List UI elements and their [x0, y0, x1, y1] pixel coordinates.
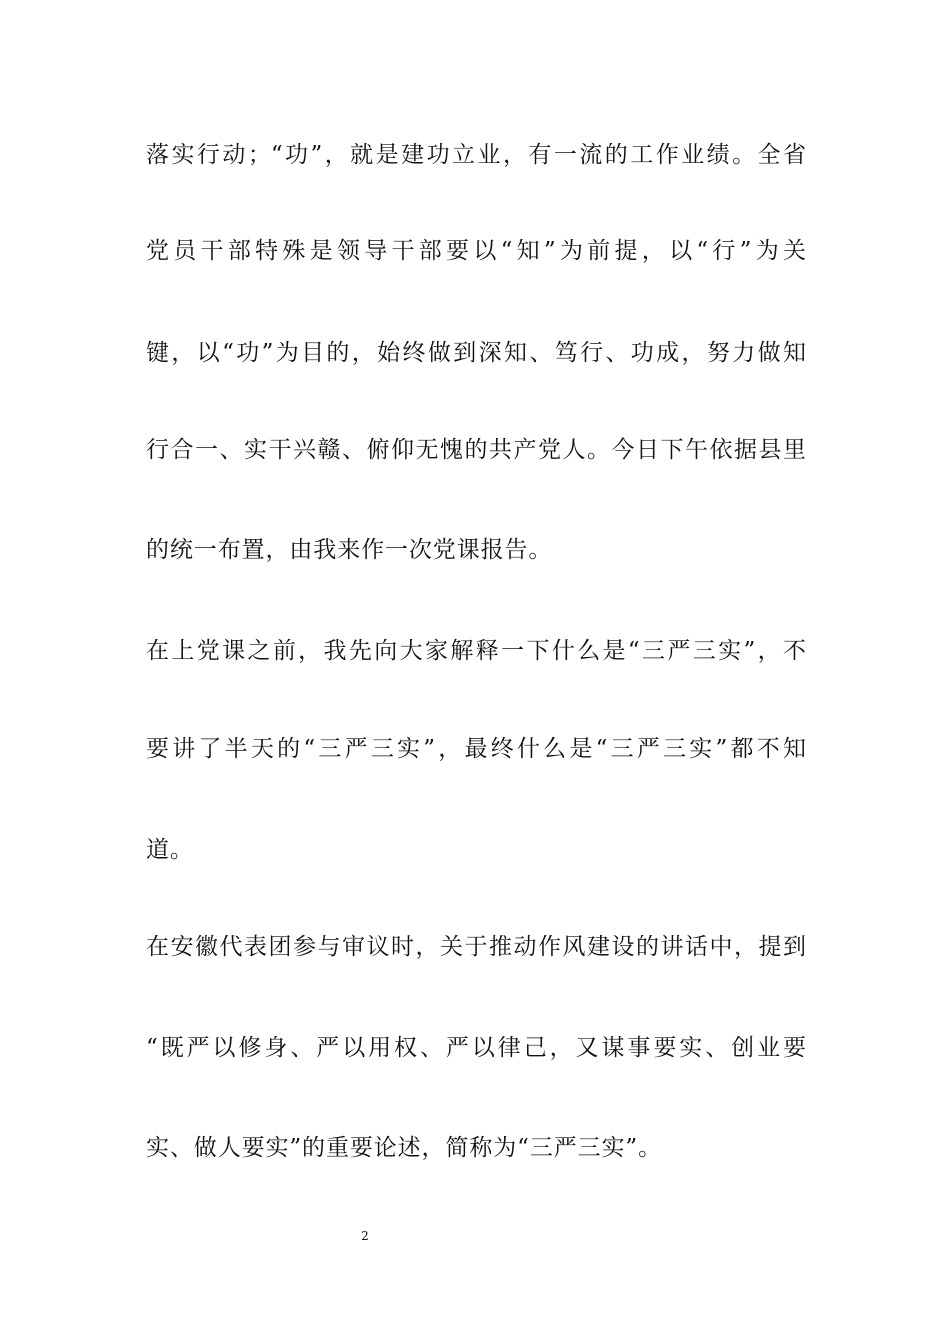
text-line-2: 党员干部特殊是领导干部要以“知”为前提，以“行”为关	[146, 238, 806, 264]
text-line-3: 键，以“功”为目的，始终做到深知、笃行、功成，努力做知	[146, 340, 806, 366]
text-line-9: 在安徽代表团参与审议时，关于推动作风建设的讲话中，提到	[146, 934, 806, 960]
page-number: 2	[361, 1229, 369, 1243]
text-line-10: “既严以修身、严以用权、严以律己，又谋事要实、创业要	[146, 1035, 806, 1061]
text-line-8: 道。	[146, 837, 194, 863]
text-line-1: 落实行动；“功”，就是建功立业，有一流的工作业绩。全省	[146, 142, 806, 168]
text-line-5: 的统一布置，由我来作一次党课报告。	[146, 537, 553, 563]
text-line-6: 在上党课之前，我先向大家解释一下什么是“三严三实”，不	[146, 638, 806, 664]
text-line-11: 实、做人要实”的重要论述，简称为“三严三实”。	[146, 1135, 662, 1161]
text-line-4: 行合一、实干兴赣、俯仰无愧的共产党人。今日下午依据县里	[146, 437, 806, 463]
text-line-7: 要讲了半天的“三严三实”，最终什么是“三严三实”都不知	[146, 736, 806, 762]
